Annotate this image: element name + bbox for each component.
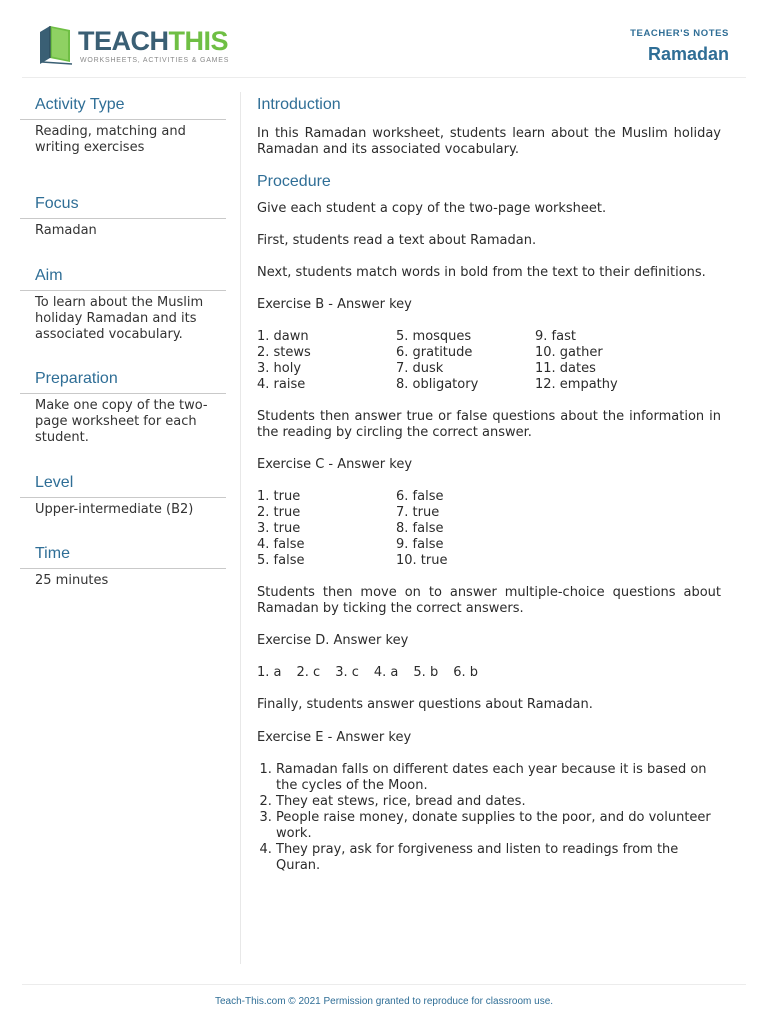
sidebar: [20, 94, 226, 603]
aim-text: To learn about the Muslim holiday Ramadan and its associated vocabulary.: [35, 295, 204, 342]
book-logo-icon: [36, 22, 76, 66]
level-text: Upper-intermediate (B2): [35, 502, 194, 517]
answer-item: 8. false: [396, 521, 444, 536]
header-divider: [22, 77, 746, 78]
procedure-step-5: Students then move on to answer multiple-choice questions about Ramadan by ticking the correct answers.: [257, 585, 721, 616]
answer-column: [396, 329, 535, 393]
procedure-step-6: Finally, students answer questions about Ramadan.: [257, 697, 593, 712]
answer-column: [257, 489, 396, 569]
exercise-c-answer-key: [257, 489, 721, 569]
page-title: Ramadan: [647, 44, 729, 64]
answer-item: 10. true: [396, 553, 448, 568]
exercise-d-title: Exercise D. Answer key: [257, 633, 409, 648]
focus-block: [20, 193, 226, 265]
preparation-block: [20, 368, 226, 472]
preparation-heading: Preparation: [20, 368, 226, 394]
procedure-step-2: First, students read a text about Ramadan.: [257, 233, 537, 248]
answer-item: 4. a: [373, 665, 399, 680]
answer-item: 3. holy: [257, 361, 302, 376]
procedure-step-1: Give each student a copy of the two-page worksheet.: [257, 201, 607, 216]
answer-item: 7. dusk: [396, 361, 444, 376]
time-block: [20, 543, 226, 603]
preparation-text: Make one copy of the two-page worksheet for each student.: [35, 398, 208, 445]
exercise-b-title: Exercise B - Answer key: [257, 297, 412, 312]
main-content: [257, 94, 721, 874]
procedure-step-3: Next, students match words in bold from the text to their definitions.: [257, 265, 706, 280]
activity-type-block: [20, 94, 226, 193]
answer-item: 6. b: [453, 665, 478, 680]
logo-tagline: WORKSHEETS, ACTIVITIES & GAMES: [80, 57, 230, 64]
answer-item: 7. true: [396, 505, 440, 520]
answer-item: 1. Ramadan falls on different dates each year because it is based on the cycles of the Moon.: [276, 762, 721, 794]
introduction-text: In this Ramadan worksheet, students learn about the Muslim holiday Ramadan and its associated vocabulary.: [257, 126, 721, 157]
answer-item: 11. dates: [535, 361, 596, 376]
answer-item: 2. c: [296, 665, 321, 680]
answer-item: 4. They pray, ask for forgiveness and listen to readings from the Quran.: [276, 842, 721, 874]
answer-item: 5. mosques: [396, 329, 472, 344]
exercise-c-title: Exercise C - Answer key: [257, 457, 413, 472]
procedure-step-4: Students then answer true or false questions about the information in the reading by circling the correct answer.: [257, 409, 721, 440]
exercise-e-answer-key: [257, 762, 721, 874]
answer-item: 3. true: [257, 521, 301, 536]
teach-this-logo[interactable]: [36, 22, 236, 72]
answer-item: 4. raise: [257, 377, 306, 392]
answer-item: 1. a: [257, 665, 282, 680]
answer-item: 1. dawn: [257, 329, 309, 344]
level-block: [20, 472, 226, 543]
answer-item: 6. gratitude: [396, 345, 473, 360]
answer-item: 9. false: [396, 537, 444, 552]
answer-item: 1. true: [257, 489, 301, 504]
exercise-d-answer-key: [257, 665, 721, 681]
time-heading: Time: [20, 543, 226, 569]
answer-item: 5. false: [257, 553, 305, 568]
answer-column: [535, 329, 674, 393]
procedure-heading: Procedure: [257, 173, 331, 190]
answer-item: 9. fast: [535, 329, 576, 344]
answer-item: 2. true: [257, 505, 301, 520]
answer-column: [257, 329, 396, 393]
column-divider: [240, 92, 241, 964]
answer-item: 12. empathy: [535, 377, 618, 392]
time-text: 25 minutes: [35, 573, 109, 588]
answer-item: 2. stews: [257, 345, 311, 360]
answer-item: 5. b: [413, 665, 439, 680]
page-header: [0, 0, 768, 78]
answer-item: 4. false: [257, 537, 305, 552]
answer-item: 3. c: [335, 665, 359, 680]
answer-item: 10. gather: [535, 345, 603, 360]
activity-type-text: Reading, matching and writing exercises: [35, 124, 186, 155]
logo-wordmark: TEACHTHIS: [78, 26, 229, 56]
answer-column: [396, 489, 535, 569]
introduction-heading: Introduction: [257, 96, 341, 113]
answer-item: 6. false: [396, 489, 444, 504]
level-heading: Level: [20, 472, 226, 498]
footer-divider: [22, 984, 746, 985]
aim-heading: Aim: [20, 265, 226, 291]
answer-item: 2. They eat stews, rice, bread and dates.: [276, 794, 721, 810]
focus-heading: Focus: [20, 193, 226, 219]
exercise-e-title: Exercise E - Answer key: [257, 730, 412, 745]
focus-text: Ramadan: [35, 223, 97, 238]
answer-item: 3. People raise money, donate supplies to the poor, and do volunteer work.: [276, 810, 721, 842]
activity-type-heading: Activity Type: [20, 94, 226, 120]
exercise-b-answer-key: [257, 329, 721, 393]
footer-copyright: Teach-This.com © 2021 Permission granted to reproduce for classroom use.: [214, 996, 554, 1007]
aim-block: [20, 265, 226, 368]
answer-item: 8. obligatory: [396, 377, 479, 392]
teachers-notes-label: TEACHER'S NOTES: [630, 28, 729, 39]
